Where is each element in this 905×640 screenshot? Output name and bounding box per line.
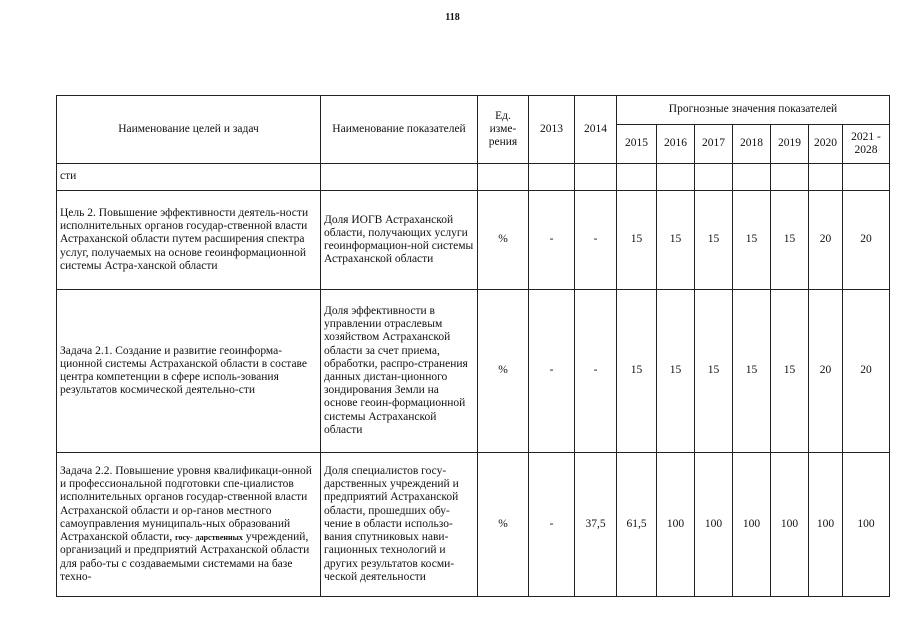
value-2017: 15 [695, 191, 733, 290]
value-2019: 100 [771, 453, 809, 597]
value-2013: - [529, 290, 575, 453]
goal-text-bold2: дарственных [195, 533, 243, 543]
goal-text-part2: учреждений, организаций и предприятий Астраханской области для рабо-ты с создаваемыми системами на базе техно- [60, 531, 310, 583]
value-2020: 20 [809, 191, 843, 290]
unit-cell [478, 164, 529, 191]
value-2020 [809, 164, 843, 191]
goal-cell: сти [57, 164, 321, 191]
unit-cell: % [478, 290, 529, 453]
value-2015: 15 [617, 290, 657, 453]
header-year-2017: 2017 [695, 125, 733, 164]
value-2018: 100 [733, 453, 771, 597]
indicators-table [56, 95, 890, 597]
value-2016: 100 [657, 453, 695, 597]
header-year-2016: 2016 [657, 125, 695, 164]
value-2021-2028: 20 [843, 290, 890, 453]
header-year-2020: 2020 [809, 125, 843, 164]
header-year-2019: 2019 [771, 125, 809, 164]
header-row-1 [57, 96, 890, 125]
table-row [57, 453, 890, 597]
table-row [57, 191, 890, 290]
value-2015: 61,5 [617, 453, 657, 597]
value-2020: 20 [809, 290, 843, 453]
value-2020: 100 [809, 453, 843, 597]
goal-text-bold1: госу- [175, 533, 193, 543]
value-2013 [529, 164, 575, 191]
indicator-cell: Доля специалистов госу-дарственных учреждений и предприятий Астраханской области, прошедших обу-чение в области использо-вания спутниковых нави-гационных технологий и других результатов косми-ческой деятельности [321, 453, 478, 597]
table-row [57, 290, 890, 453]
value-2015: 15 [617, 191, 657, 290]
value-2019: 15 [771, 290, 809, 453]
indicator-cell: Доля эффективности в управлении отраслевым хозяйством Астраханской области за счет приема, обработки, распро-странения данных дистан-ционного зондирования Земли на основе геоин-формационной системы Астраханской области [321, 290, 478, 453]
indicator-cell [321, 164, 478, 191]
table-row [57, 164, 890, 191]
value-2019 [771, 164, 809, 191]
value-2019: 15 [771, 191, 809, 290]
header-2013: 2013 [529, 96, 575, 164]
goal-text-part1: Задача 2.2. Повышение уровня квалификаци-онной и профессиональной подготовки спе-циалистов исполнительных органов государ-ственной власти Астраханской области и ор-ганов местного самоуправления муниципаль-ных образований Астраханской области, [60, 465, 312, 544]
value-2014: 37,5 [575, 453, 617, 597]
value-2018 [733, 164, 771, 191]
header-forecast: Прогнозные значения показателей [617, 96, 890, 125]
header-year-2018: 2018 [733, 125, 771, 164]
unit-cell: % [478, 453, 529, 597]
value-2016 [657, 164, 695, 191]
value-2014: - [575, 290, 617, 453]
value-2014: - [575, 191, 617, 290]
header-year-2015: 2015 [617, 125, 657, 164]
value-2016: 15 [657, 191, 695, 290]
value-2016: 15 [657, 290, 695, 453]
value-2015 [617, 164, 657, 191]
value-2018: 15 [733, 191, 771, 290]
header-unit: Ед. изме-рения [478, 96, 529, 164]
value-2013: - [529, 191, 575, 290]
header-2014: 2014 [575, 96, 617, 164]
value-2021-2028: 20 [843, 191, 890, 290]
unit-cell: % [478, 191, 529, 290]
value-2017 [695, 164, 733, 191]
value-2013: - [529, 453, 575, 597]
header-goals: Наименование целей и задач [57, 96, 321, 164]
goal-cell: Задача 2.1. Создание и развитие геоинформа-ционной системы Астраханской области в составе центра компетенции в сфере исполь-зования результатов космической деятельно-сти [57, 290, 321, 453]
indicator-cell: Доля ИОГВ Астраханской области, получающих услуги геоинформацион-ной системы Астраханской области [321, 191, 478, 290]
goal-cell [57, 453, 321, 597]
value-2017: 15 [695, 290, 733, 453]
value-2021-2028: 100 [843, 453, 890, 597]
value-2021-2028 [843, 164, 890, 191]
page-number: 118 [445, 12, 460, 23]
value-2018: 15 [733, 290, 771, 453]
header-year-2021-2028: 2021 - 2028 [843, 125, 890, 164]
value-2014 [575, 164, 617, 191]
goal-cell: Цель 2. Повышение эффективности деятель-ности исполнительных органов государ-ственной власти Астраханской области путем расширения спектра услуг, получаемых на основе геоинформационной системы Астра-ханской области [57, 191, 321, 290]
value-2017: 100 [695, 453, 733, 597]
header-indicators: Наименование показателей [321, 96, 478, 164]
